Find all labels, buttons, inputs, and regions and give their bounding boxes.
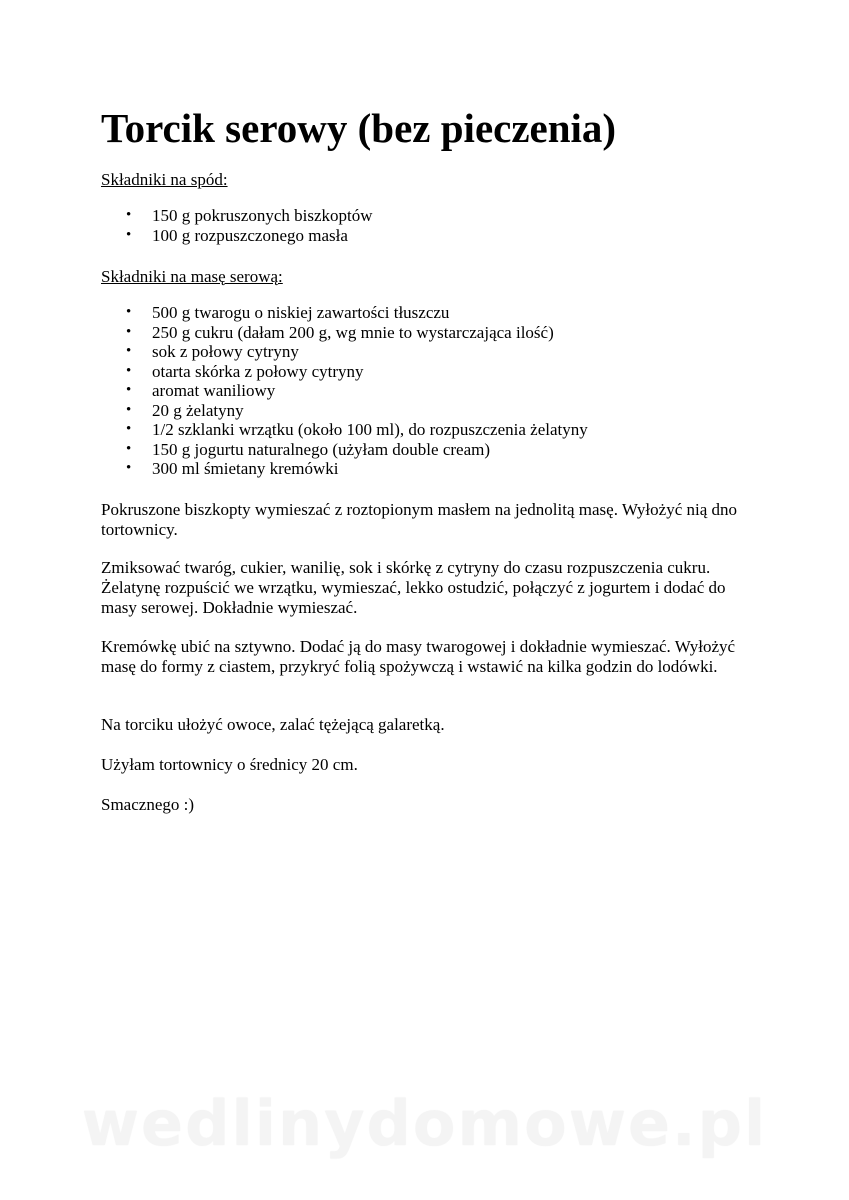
instruction-paragraph-topping: Na torciku ułożyć owoce, zalać tężejącą galaretką. [101, 715, 445, 734]
instruction-paragraph-cream: Kremówkę ubić na sztywno. Dodać ją do masy twarogowej i dokładnie wymieszać. Wyłożyć masę do formy z ciastem, przykryć folią spożywczą i wstawić na kilka godzin do lodówki. [101, 637, 736, 676]
bullet-icon: • [126, 440, 132, 457]
closing-paragraph: Smacznego :) [101, 795, 194, 814]
list-item: • 300 ml śmietany kremówki [126, 459, 339, 478]
list-item: • 150 g pokruszonych biszkoptów [126, 206, 373, 225]
bullet-icon: • [126, 323, 132, 340]
bullet-icon: • [126, 401, 132, 418]
cheese-mass-ingredients-heading: Składniki na masę serową: [101, 267, 283, 286]
list-item: • 250 g cukru (dałam 200 g, wg mnie to wystarczająca ilość) [126, 322, 554, 342]
instruction-paragraph-pan-size: Użyłam tortownicy o średnicy 20 cm. [101, 755, 358, 774]
list-item: • aromat waniliowy [126, 381, 276, 400]
bullet-icon: • [126, 207, 132, 223]
list-item: • 100 g rozpuszczonego masła [126, 225, 348, 245]
list-item: • 1/2 szklanki wrzątku (około 100 ml), do rozpuszczenia żelatyny [126, 420, 588, 439]
base-ingredients-heading: Składniki na spód: [101, 170, 228, 189]
base-ingredients-list [101, 206, 373, 245]
bullet-icon: • [126, 382, 132, 398]
bullet-icon: • [126, 343, 132, 359]
list-item: • otarta skórka z połowy cytryny [126, 361, 364, 381]
list-item: • 20 g żelatyny [126, 400, 244, 420]
site-watermark: wedlinydomowe.pl [81, 1087, 768, 1160]
instruction-paragraph-cheese-mass: Zmiksować twaróg, cukier, wanilię, sok i skórkę z cytryny do czasu rozpuszczenia cukru. Żelatynę rozpuścić we wrzątku, wymieszać, lekko ostudzić, połączyć z jogurtem i dodać do masy serowej. Dokładnie wymieszać. [101, 558, 726, 617]
bullet-icon: • [126, 362, 132, 379]
cheese-mass-ingredients-list [101, 303, 588, 479]
list-item: • 150 g jogurtu naturalnego (użyłam double cream) [126, 439, 490, 459]
bullet-icon: • [126, 460, 132, 476]
bullet-icon: • [126, 304, 132, 320]
instruction-paragraph-base: Pokruszone biszkopty wymieszać z roztopionym masłem na jednolitą masę. Wyłożyć nią dno tortownicy. [101, 500, 738, 539]
page-title: Torcik serowy (bez pieczenia) [101, 105, 617, 151]
bullet-icon: • [126, 421, 132, 437]
list-item: • sok z połowy cytryny [126, 342, 299, 361]
bullet-icon: • [126, 226, 132, 243]
list-item: • 500 g twarogu o niskiej zawartości tłuszczu [126, 303, 450, 322]
